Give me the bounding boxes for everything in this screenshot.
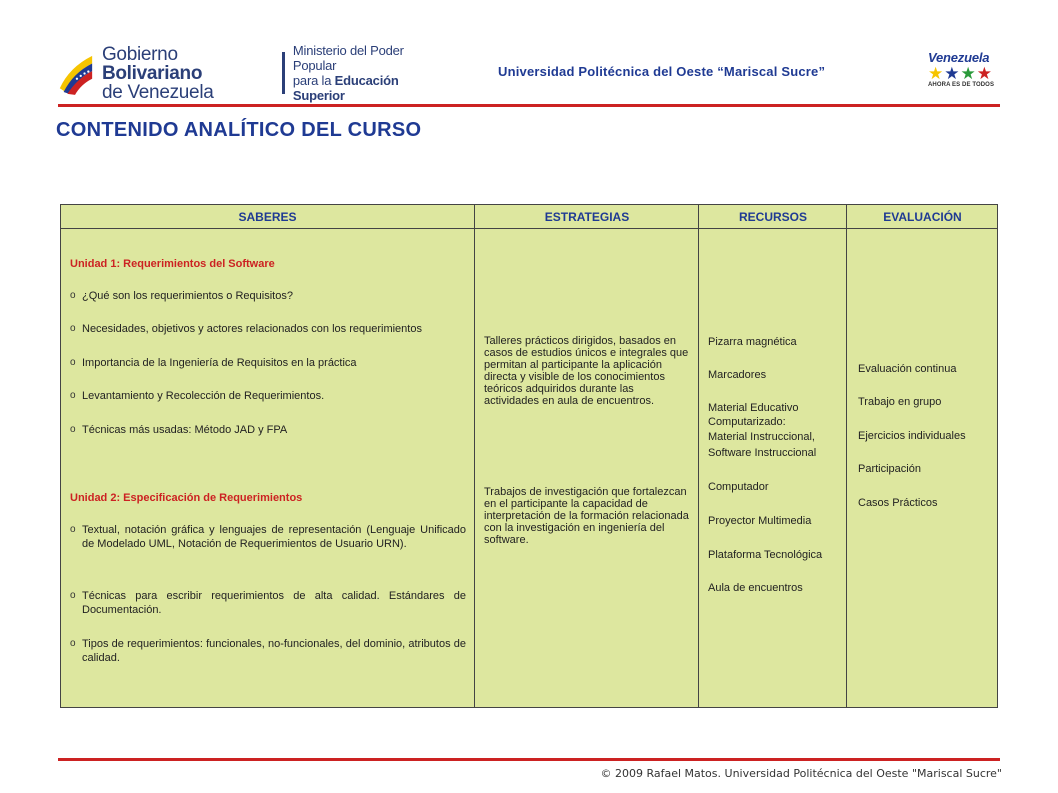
header-estrategias: ESTRATEGIAS <box>475 205 699 229</box>
venezuela-ahora-es-de-todos-logo: Venezuela ★ ★ ★ ★ AHORA ES DE TODOS <box>928 50 1002 94</box>
list-item: o Técnicas más usadas: Método JAD y FPA <box>70 424 288 436</box>
estrategia-investigacion: Trabajos de investigación que fortalezcan en el participante la capacidad de interpretación de la formación relacionada con la investigación en ingeniería del software. <box>484 486 689 546</box>
university-title: Universidad Politécnica del Oeste “Mariscal Sucre” <box>498 64 826 79</box>
recurso-item: Pizarra magnética <box>708 336 797 348</box>
saberes-column <box>61 205 474 707</box>
unit-1-title: Unidad 1: Requerimientos del Software <box>70 258 275 270</box>
list-item: o Levantamiento y Recolección de Requerimientos. <box>70 390 325 402</box>
footer-rule <box>58 758 1000 761</box>
recursos-column <box>698 205 847 707</box>
evaluacion-item: Casos Prácticos <box>858 497 938 509</box>
recurso-item: Aula de encuentros <box>708 582 803 594</box>
header-evaluacion: EVALUACIÓN <box>847 205 998 229</box>
gobierno-text: Gobierno Bolivariano de Venezuela <box>101 43 214 103</box>
evaluacion-item: Trabajo en grupo <box>858 396 942 408</box>
page-title: CONTENIDO ANALÍTICO DEL CURSO <box>56 119 422 141</box>
recurso-item: Proyector Multimedia <box>708 515 812 527</box>
list-item: o Importancia de la Ingeniería de Requisitos en la práctica <box>70 357 357 369</box>
people-stars-icon: ★ ★ ★ ★ <box>928 64 992 83</box>
recurso-item: Marcadores <box>708 369 767 381</box>
estrategia-talleres: Talleres prácticos dirigidos, basados en casos de estudios únicos e integrales que permitan al participante la aplicación directa y visible de los conocimientos teóricos adquiridos durante las actividades en aula de encuentros. <box>484 335 689 407</box>
course-content-table <box>60 204 998 708</box>
copyright-footer: © 2009 Rafael Matos. Universidad Politécnica del Oeste "Mariscal Sucre" <box>600 767 1002 780</box>
evaluacion-column <box>846 205 998 707</box>
evaluacion-item: Participación <box>858 463 921 475</box>
header-saberes: SABERES <box>61 205 474 229</box>
recurso-item: Material Instruccional, <box>708 431 815 443</box>
venezuela-flag-icon <box>56 49 96 97</box>
unit-2-title: Unidad 2: Especificación de Requerimientos <box>70 492 303 504</box>
recurso-item: Computarizado: <box>708 416 786 428</box>
recurso-item: Software Instruccional <box>708 447 817 459</box>
evaluacion-item: Evaluación continua <box>858 363 957 375</box>
list-item: o ¿Qué son los requerimientos o Requisitos? <box>70 290 293 302</box>
estrategias-column <box>474 205 699 707</box>
recurso-item: Computador <box>708 481 769 493</box>
header-recursos: RECURSOS <box>699 205 847 229</box>
gobierno-bolivariano-logo <box>56 43 446 103</box>
recurso-item: Material Educativo <box>708 402 799 414</box>
list-item: o Tipos de requerimientos: funcionales, no-funcionales, del dominio, atributos de calidad. <box>70 638 466 664</box>
list-item: o Necesidades, objetivos y actores relacionados con los requerimientos <box>70 323 422 335</box>
logo-divider <box>282 52 285 94</box>
evaluacion-item: Ejercicios individuales <box>858 430 966 442</box>
list-item: o Técnicas para escribir requerimientos de alta calidad. Estándares de Documentación. <box>70 590 466 616</box>
ministerio-text: Ministerio del Poder Popular para la Educación Superior <box>292 43 404 103</box>
list-item: o Textual, notación gráfica y lenguajes de representación (Lenguaje Unificado de Modelado UML, Notación de Requerimientos de Usuario URN). <box>70 524 466 550</box>
header-rule <box>58 104 1000 107</box>
recurso-item: Plataforma Tecnológica <box>708 549 823 561</box>
